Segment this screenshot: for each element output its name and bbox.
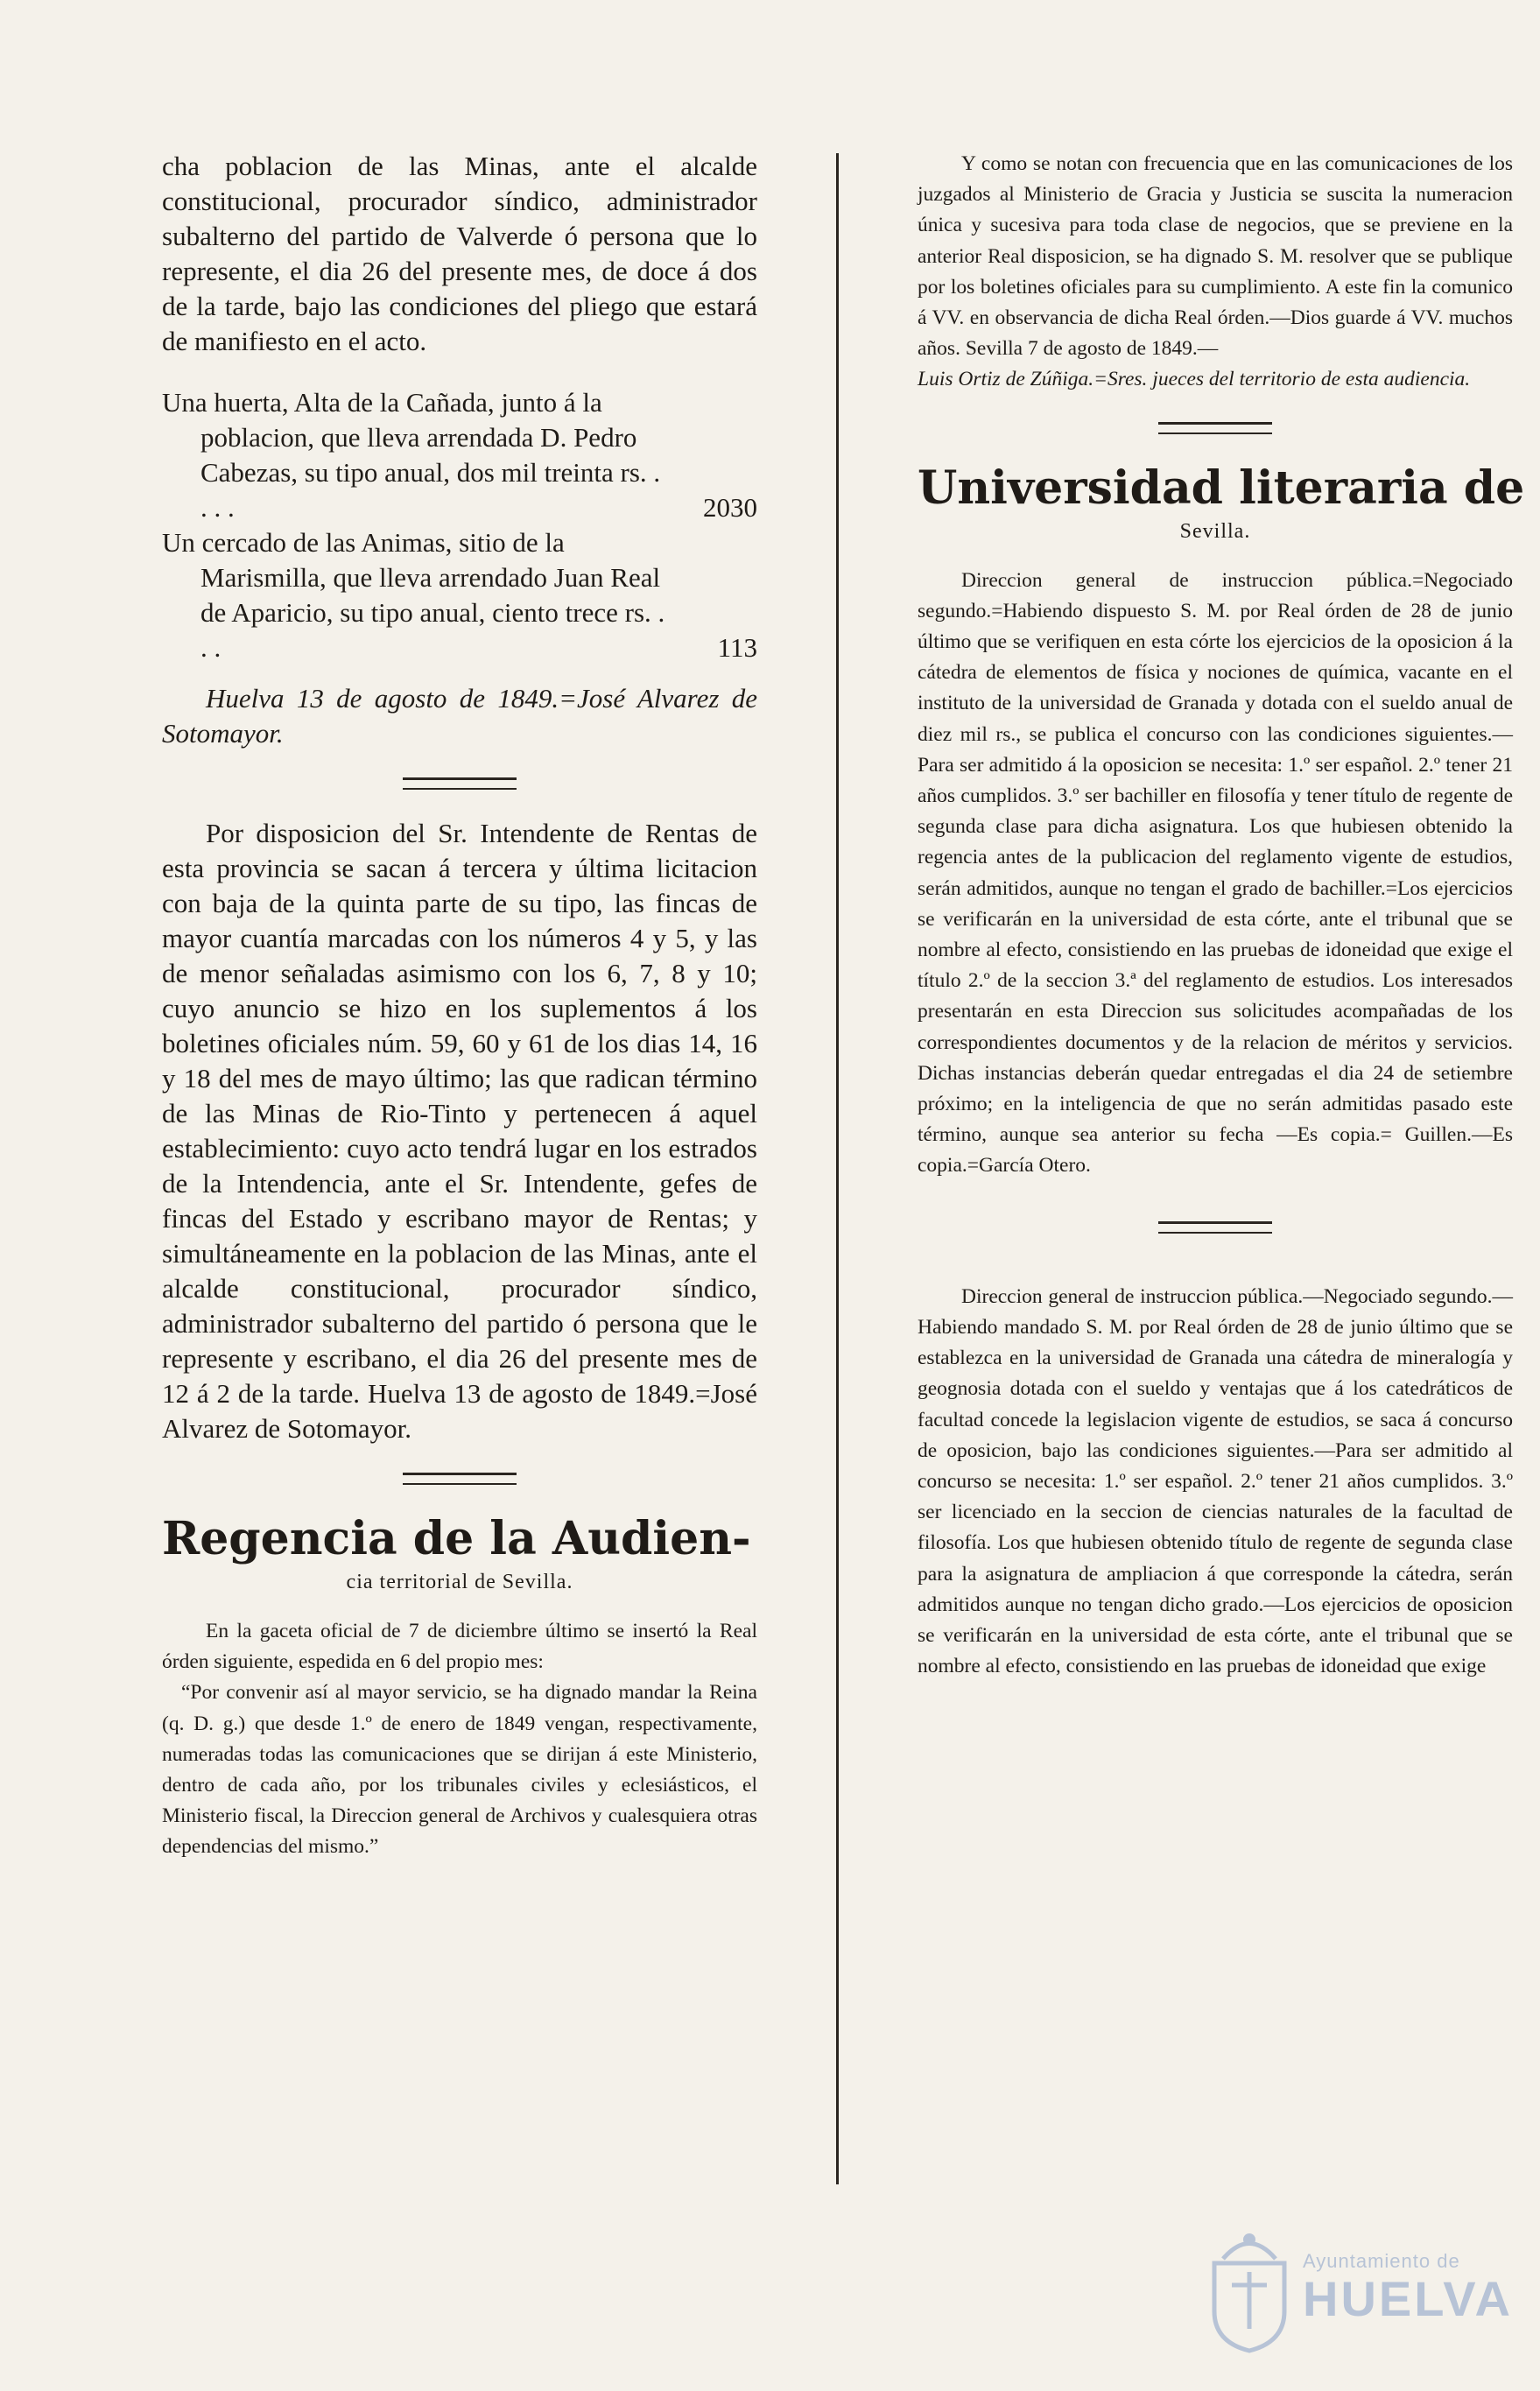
left-paragraph-2: Por disposicion del Sr. Intendente de Rentas de esta provincia se sacan á tercera y última licitacion con baja de la quinta parte de su tipo, las fincas de mayor cuantía marcadas con los números 4 y 5, y las de menor señaladas asimismo con los 6, 7, 8 y 10; cuyo anuncio se hizo en los suplementos á los boletines oficiales núm. 59, 60 y 61 de los dias 14, 16 y 18 del mes de mayo último; las que radican término de las Minas de Rio-Tinto y pertenecen á aquel establecimiento: cuyo acto tendrá lugar en los estrados de la Intendencia, ante el Sr. Intendente, gefes de fincas del Estado y escribano mayor de Rentas; y simultáneamente en la poblacion de las Minas, ante el alcalde constitucional, procurador síndico, administrador subalterno del partido ó persona que le represente y escribano, el dia 26 del presente mes de 12 á 2 de la tarde. Huelva 13 de agosto de 1849.=José Alvarez de Sotomayor. [162, 818, 757, 1444]
section-subheading-regencia: cia territorial de Sevilla. [346, 1571, 573, 1593]
property-item-2-text: Un cercado de las Animas, sitio de la Marismilla, que lleva arrendado Juan Real de Aparicio, su tipo anual, ciento trece rs. . . . [162, 527, 665, 663]
left-quote: “Por convenir así al mayor servicio, se ha dignado mandar la Reina (q. D. g.) que desde 1.º de enero de 1849 vengan, respectivamente, numeradas todas las comunicaciones que se dirijan á este Ministerio, dentro de cada año, por los tribunales civiles y eclesiásticos, el Ministerio fiscal, la Direccion general de Archivos y cualesquiera otras dependencias del mismo.” [162, 1681, 757, 1859]
right-column [918, 149, 1525, 1682]
watermark-line-1: Ayuntamiento de [1303, 2250, 1460, 2272]
property-item-1-amount: 2030 [703, 492, 757, 523]
right-paragraph-3: Direccion general de instruccion pública.—Negociado segundo.—Habiendo mandado S. M. por Real órden de 28 de junio último que se establezca en la universidad de Granada una cátedra de mineralogía y geognosia dotada con el sueldo y ventajas que á los catedráticos de facultad concede la legislacion vigente de estudios, se saca á concurso de oposicion, bajo las condiciones siguientes.—Para ser admitido al concurso se necesita: 1.º ser español. 2.º tener 21 años cumplidos. 3.º ser licenciado en la seccion de ciencias naturales de la facultad de filosofía. Los que hubiesen obtenido título de regente de segunda clase para la asignatura de ampliacion á que corresponde la cátedra, serán admitidos aunque no tengan dicho grado.—Los ejercicios de oposicion se verificarán en la universidad de esta córte, ante el tribunal que se nombre al efecto, consistiendo en las pruebas de idoneidad que exige [918, 1284, 1513, 1678]
left-column [162, 149, 757, 1863]
separator-rule [403, 1473, 517, 1485]
column-divider [836, 153, 839, 2184]
property-item-1-text: Una huerta, Alta de la Cañada, junto á la poblacion, que lleva arrendada D. Pedro Cabezas, su tipo anual, dos mil treinta rs. . . . . [162, 387, 661, 523]
separator-rule [1158, 422, 1272, 434]
property-item-2 [162, 525, 757, 665]
right-paragraph-2: Direccion general de instruccion pública.=Negociado segundo.=Habiendo dispuesto S. M. por Real órden de 28 de junio último que se verifiquen en esta córte los ejercicios de la oposicion á la cátedra de elementos de física y nociones de química, vacante en el instituto de la universidad de Granada y dotada con el sueldo anual de diez mil rs., se publica el concurso con las condiciones siguientes.—Para ser admitido á la oposicion se necesita: 1.º ser español. 2.º tener 21 años cumplidos. 3.º ser bachiller en filosofía y tener título de regente de segunda clase para dicha asignatura. Los que hubiesen obtenido la regencia antes de la publicacion del reglamento vigente de estudios, serán admitidos, aunque no tengan el grado de bachiller.=Los ejercicios se verificarán en la universidad de esta córte, ante el tribunal que se nombre al efecto, consistiendo en las pruebas de idoneidad que exige el título 2.º de la seccion 3.ª del reglamento de estudios. Los interesados presentarán en esta Direccion sus solicitudes acompañadas de los correspondientes documentos y de la relacion de méritos y servicios. Dichas instancias deberán quedar entregadas el dia 24 de setiembre próximo; en la inteligencia de que no serán admitidas pasado este término, aunque sea anterior su fecha —Es copia.= Guillen.—Es copia.=García Otero. [918, 568, 1513, 1178]
left-paragraph-3: En la gaceta oficial de 7 de diciembre último se insertó la Real órden siguiente, espedida en 6 del propio mes: [162, 1620, 757, 1674]
property-item-2-amount: 113 [717, 632, 757, 663]
right-paragraph-1: Y como se notan con frecuencia que en las comunicaciones de los juzgados al Ministerio de Gracia y Justicia se suscita la numeracion única y sucesiva para toda clase de negocios, que se previene en la anterior Real disposicion, se ha dignado S. M. resolver que se publique por los boletines oficiales para su cumplimiento. A este fin la comunico á VV. en observancia de dicha Real órden.—Dios guarde á VV. muchos años. Sevilla 7 de agosto de 1849.— [918, 152, 1513, 361]
city-crest-icon [1201, 2224, 1297, 2355]
right-signature-1: Luis Ortiz de Zúñiga.=Sres. jueces del territorio de esta audiencia. [918, 368, 1471, 391]
separator-rule [403, 777, 517, 790]
watermark-logo [1303, 2250, 1513, 2325]
left-signature-1: Huelva 13 de agosto de 1849.=José Alvarez de Sotomayor. [162, 683, 757, 749]
section-heading-universidad: Universidad literaria de [918, 461, 1525, 515]
section-subheading-universidad: Sevilla. [1179, 519, 1251, 543]
section-heading-regencia: Regencia de la Audien- [162, 1512, 751, 1565]
property-item-1 [162, 385, 757, 525]
separator-rule [1158, 1221, 1272, 1234]
watermark-line-2: HUELVA [1303, 2271, 1513, 2326]
left-paragraph-1: cha poblacion de las Minas, ante el alcalde constitucional, procurador síndico, administrador subalterno del partido de Valverde ó persona que lo represente, el dia 26 del presente mes, de doce á dos de la tarde, bajo las condiciones del pliego que estará de manifiesto en el acto. [162, 151, 757, 356]
